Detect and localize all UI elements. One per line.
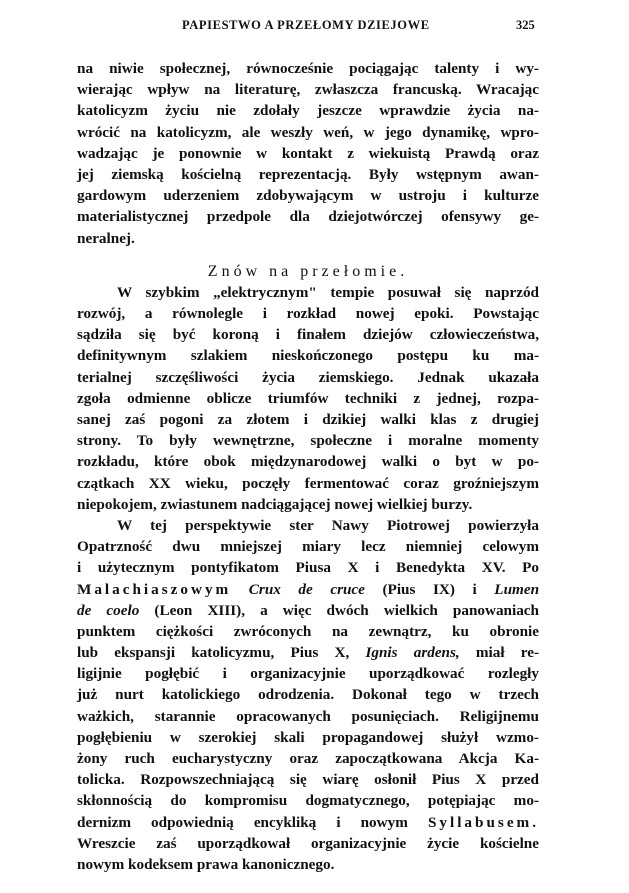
text-line: W tej perspektywie ster Nawy Piotrowej powierzyła [117, 516, 539, 534]
text-line: W szybkim „elektrycznym" tempie posuwał się naprzód [117, 283, 539, 301]
text-line: zgoła odmienne oblicze triumfów techniki z jednej, rozpa- [77, 389, 539, 407]
text-line: gardowym uderzeniem zdobywającym w ustroju i kulturze [77, 187, 539, 205]
text-line [77, 600, 539, 621]
text-line: i użytecznym pontyfikatom Piusa X i Benedykta XV. Po [77, 559, 539, 577]
text-line: niepokojem, zwiastunem nadciągającej nowej wielkiej burzy. [77, 495, 473, 513]
text-line: rozwój, a równolegle i rozkład nowej epoki. Powstając [77, 305, 539, 323]
text-line [77, 812, 539, 833]
text-line [77, 642, 539, 663]
inline-text: dernizm odpowiednią encykliką i nowym [77, 813, 408, 831]
spacer [77, 249, 539, 261]
text-line: katolicyzm życiu nie zdołały jeszcze wprawdzie życia na- [77, 102, 539, 120]
spaced-name: Syllabusem. [427, 813, 540, 831]
text-line: sanej zaś pogoni za złotem i dzikiej walki klas z drugiej [77, 411, 539, 428]
text-line: nowym kodeksem prawa kanonicznego. [77, 855, 335, 873]
text-line: wrócić na katolicyzm, ale weszły weń, w jego dynamikę, wpro- [77, 123, 539, 141]
inline-text: (Leon XIII), a więc dwóch wielkich panowaniach [154, 601, 539, 619]
page-header [0, 18, 629, 40]
text-line: skłonnością do kompromisu dogmatycznego, potępiając mo- [77, 792, 539, 810]
page-number: 325 [516, 18, 535, 32]
italic-title: Lumen [494, 580, 540, 598]
text-line: już nurt katolickiego odrodzenia. Dokonał tego w trzech [77, 686, 539, 704]
text-line: terialnej szczęśliwości życia ziemskiego. Jednak ukazała [77, 368, 539, 386]
text-line: definitywnym szlakiem nieskończonego postępu ku ma- [77, 347, 539, 365]
text-line [77, 579, 539, 600]
text-line: żony ruch eucharystyczny oraz zapoczątkowana Akcja Ka- [77, 750, 539, 767]
italic-title: Crux de cruce [248, 580, 365, 598]
section-heading: Znów na przełomie. [207, 262, 409, 280]
text-line: strony. To były wewnętrzne, społeczne i moralne momenty [77, 432, 539, 450]
text-line: rozkładu, które obok międzynarodowej walki o byt w po- [77, 453, 539, 471]
inline-text: miał re- [475, 644, 540, 662]
text-line: na niwie społecznej, równocześnie pociągając talenty i wy- [77, 60, 539, 77]
spaced-name: Malachiaszowym [77, 580, 232, 598]
text-line: jej ziemską kościelną reprezentacją. Były wstępnym awan- [77, 165, 539, 183]
text-line: Opatrzność dwu mniejszej miary lecz niemniej celowym [77, 538, 539, 556]
text-line: czątkach XX wieku, poczęły fermentować coraz groźniejszym [77, 474, 539, 492]
text-line: materialistycznej przedpole dla dziejotwórczej ofensywy ge- [77, 208, 539, 226]
text-line: ligijnie pogłębić i organizacyjnie uporządkować rozległy [77, 665, 539, 683]
body-text [77, 58, 539, 875]
text-line: Wreszcie zaś uporządkował organizacyjnie życie kościelne [77, 834, 539, 852]
running-title: PAPIESTWO A PRZEŁOMY DZIEJOWE [182, 18, 430, 32]
text-line: neralnej. [77, 229, 135, 247]
text-line: punktem ciężkości zwróconych na zewnątrz, ku obronie [77, 622, 539, 640]
text-line: pogłębieniu w szerokiej skali propagandowej służył wzmo- [77, 728, 539, 746]
inline-text: lub ekspansji katolicyzmu, Pius X, [77, 644, 350, 662]
inline-text: (Pius IX) i [382, 580, 477, 598]
text-line: sądziła się być koroną i finałem dziejów człowieczeństwa, [77, 326, 539, 344]
text-line: wadzając je ponownie w kontakt z wiekuistą Prawdą oraz [77, 144, 539, 162]
italic-title: Ignis ardens, [365, 644, 460, 662]
italic-title: de coelo [77, 601, 140, 619]
text-line: tolicka. Rozpowszechniającą się wiarę osłonił Pius X przed [77, 771, 539, 789]
text-line: wierając wpływ na literaturę, zwłaszcza francuską. Wracając [77, 81, 539, 99]
text-line: ważkich, starannie opracowanych posunięciach. Religijnemu [77, 707, 539, 725]
